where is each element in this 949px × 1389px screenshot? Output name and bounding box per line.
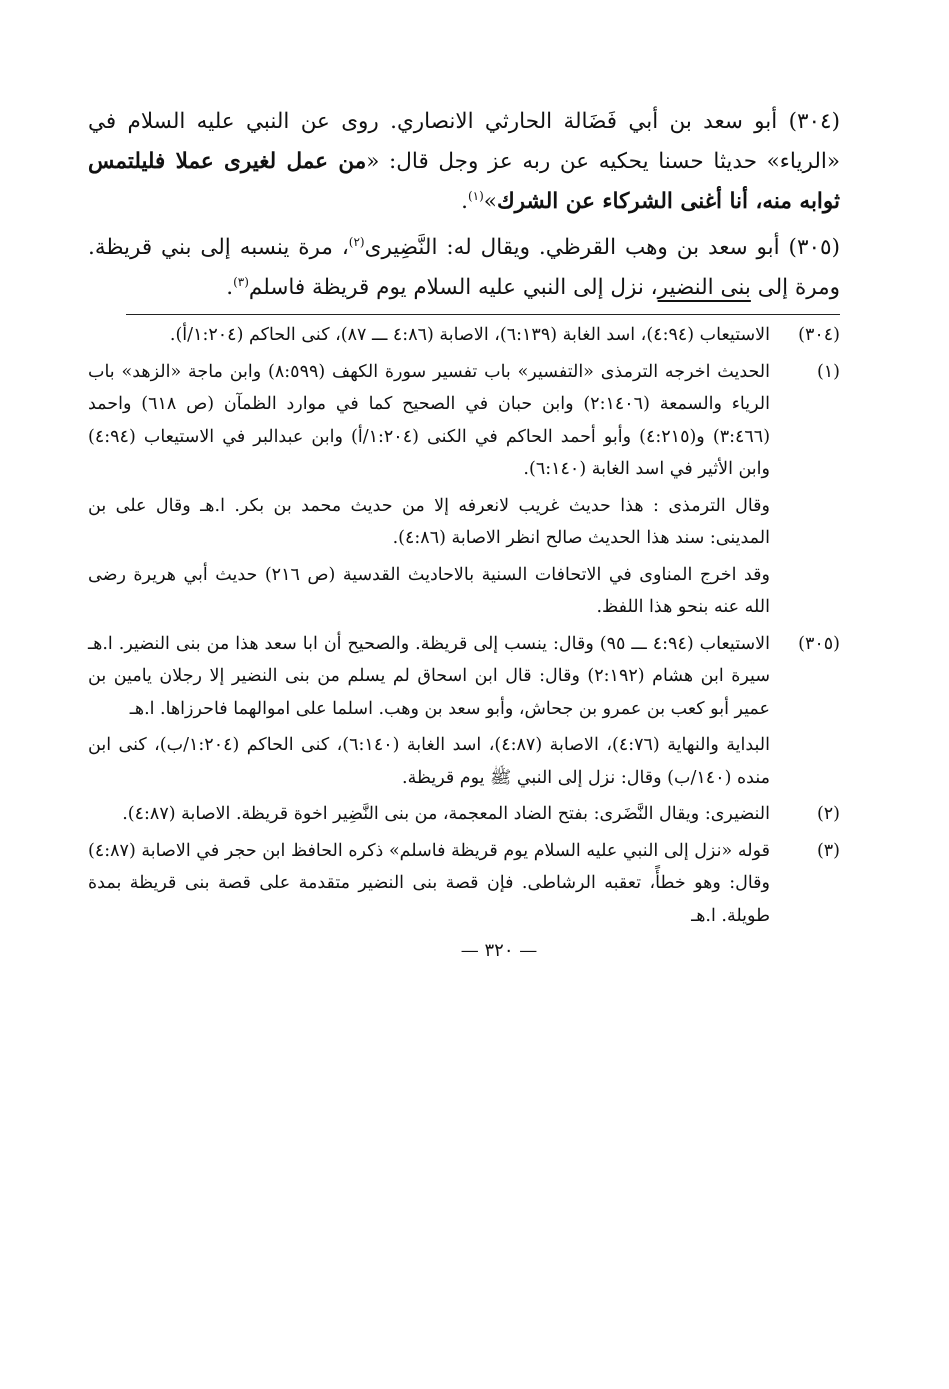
footnote-305 xyxy=(88,628,840,726)
entry-number: (٣٠٥) xyxy=(788,235,840,260)
footnote-305-para-2: البداية والنهاية (٤:٧٦)، الاصابة (٤:٨٧)، اسد الغابة (٦:١٤٠)، كنى الحاكم (١:٢٠٤/ب)، كنى ابن منده (١٤٠/ب) وقال: نزل إلى النبي ﷺ يوم قريظة. xyxy=(88,735,770,788)
footnote-number: (٣٠٥) xyxy=(798,633,840,654)
entry-text-2: ، مرة ينسبه إلى بني قريظة. ومرة إلى xyxy=(88,235,840,300)
footnote-2 xyxy=(88,798,840,831)
footnote-3 xyxy=(88,835,840,933)
entry-number: (٣٠٤) xyxy=(788,109,840,134)
footnote-ref-2[interactable]: (٢) xyxy=(348,234,365,249)
footnote-number: (٣٠٤) xyxy=(798,325,840,345)
entry-305 xyxy=(88,228,840,308)
footnote-text: الاستيعاب (٤:٩٤)، اسد الغابة (٦:١٣٩)، الاصابة (٤:٨٦ ـــ ٨٧)، كنى الحاكم (١:٢٠٤/أ). xyxy=(169,325,770,345)
main-text xyxy=(88,102,840,308)
footnote-number: (٣) xyxy=(816,840,840,861)
entry-text: أبو سعد بن أبي فَضَالة الحارثي الانصاري. روى عن النبي عليه السلام في «الرياء» حديثا حسنا يحكيه عن ربه عز وجل قال: « xyxy=(88,109,840,174)
footnote-text: النضيرى: ويقال النَّضَرى: بفتح الضاد المعجمة، من بنى النَّضِير اخوة قريظة. الاصابة (٤:٨٧). xyxy=(122,804,770,824)
footnote-ref-1[interactable]: (١) xyxy=(467,188,484,203)
entry-text-3: ، نزل إلى النبي عليه السلام يوم قريظة فاسلم xyxy=(248,275,658,300)
footnote-text: الحديث اخرجه الترمذى «التفسير» باب تفسير سورة الكهف (٨:٥٩٩) وابن ماجة «الزهد» باب الرياء والسمعة (٢:١٤٠٦) وابن حبان في الصحيح كما في موارد الظمآن (ص ٦١٨) واحمد (٣:٤٦٦) و(٤:٢١٥) وأبو أحمد الحاكم في الكنى (١:٢٠٤/أ) وابن عبدالبر في الاستيعاب (٤:٩٤) وابن الأثير في اسد الغابة (٦:١٤٠). xyxy=(88,361,771,479)
footnote-1-para-2: وقال الترمذى : هذا حديث غريب لانعرفه إلا من حديث محمد بن بكر. ا.هـ وقال على بن المدينى: سند هذا الحديث صالح انظر الاصابة (٤:٨٦). xyxy=(88,495,770,548)
page-body xyxy=(88,102,840,961)
footnote-divider xyxy=(126,314,840,315)
footnote-1 xyxy=(88,356,840,486)
footnote-ref-3[interactable]: (٣) xyxy=(233,274,249,289)
underlined-text: بنى النضير xyxy=(657,275,751,300)
footnote-number: (١) xyxy=(816,361,840,382)
page-number: — ٣٢٠ — xyxy=(460,940,538,961)
entry-end: . xyxy=(461,189,468,214)
entry-304 xyxy=(88,102,840,222)
footnote-text: قوله «نزل إلى النبي عليه السلام يوم قريظة فاسلم» ذكره الحافظ ابن حجر في الاصابة (٤:٨٧) وقال: وهو خطأً، تعقبه الرشاطى. فإن قصة بنى النضير متقدمة على قصة بنى قريظة بمدة طويلة. ا.هـ xyxy=(88,840,770,926)
footnote-1-para-3: وقد اخرج المناوى في الاتحافات السنية بالاحاديث القدسية (ص ٢١٦) حديث أبي هريرة رضى الله عنه بنحو هذا اللفظ. xyxy=(88,564,770,617)
footnotes xyxy=(88,319,840,932)
entry-end: . xyxy=(226,275,234,300)
footnote-number: (٢) xyxy=(816,804,840,824)
footnote-text: الاستيعاب (٤:٩٤ ـــ ٩٥) وقال: ينسب إلى قريظة. والصحيح أن ابا سعد هذا من بنى النضير. ا.هـ سيرة ابن هشام (٢:١٩٢) وقال: قال ابن اسحاق لم يسلم من بنى النضير إلا رجلان يامين بن عمير أبو كعب بن عمرو بن جحاش، وأبو سعد بن وهب. اسلما على اموالهما فاحرزاها. ا.هـ xyxy=(88,633,770,719)
hadith-quote: من عمل لغيرى عملا فليلتمس ثوابه منه، أنا أغنى الشركاء عن الشرك xyxy=(88,149,840,214)
footnote-304 xyxy=(88,319,840,352)
entry-text: أبو سعد بن وهب القرظي. ويقال له: النَّضِيرى xyxy=(364,235,780,260)
quote-close: » xyxy=(483,189,497,214)
